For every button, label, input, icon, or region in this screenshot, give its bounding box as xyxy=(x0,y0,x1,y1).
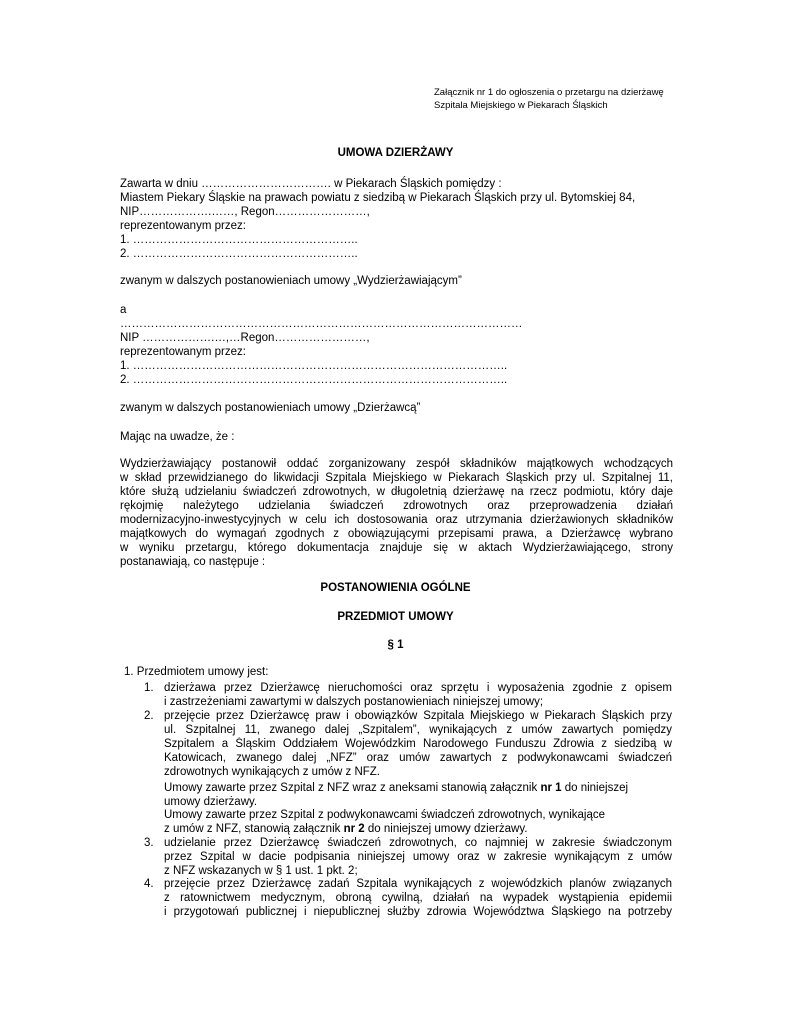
item-line: Katowicach, zwanego dalej „NFZ” oraz umów zawartych z podwykonawcami świadczeń xyxy=(164,752,672,764)
preamble-line: rękojmię należytego udzielania świadczeń zdrowotnych oraz przeprowadzenia działań xyxy=(120,500,673,512)
list-item xyxy=(164,877,672,919)
text-line: Zawarta w dniu ……………………………. w Piekarach Śląskich pomiędzy : xyxy=(120,178,502,190)
preamble-line: w skład przewidzianego do likwidacji Szpitala Miejskiego w Piekarach Śląskich przy ul. Szpitalnej 11, xyxy=(120,472,673,484)
text-line: zwanym w dalszych postanowieniach umowy „Dzierżawcą” xyxy=(120,402,421,414)
text-line: 1. …………………………………………………………………………………….. xyxy=(120,360,508,372)
text-line: Mając na uwadze, że : xyxy=(120,431,235,443)
note-bold: nr 2 xyxy=(343,823,365,835)
item-line: przez Szpital w dacie podpisania niniejszej umowy oraz w zakresie wynikającym z umów xyxy=(164,851,672,863)
document-title: UMOWA DZIERŻAWY xyxy=(337,147,454,159)
text-line: Miastem Piekary Śląskie na prawach powiatu z siedzibą w Piekarach Śląskich przy ul. Bytomskiej 84, xyxy=(120,192,636,204)
list-item xyxy=(164,681,672,709)
list-number: 1. xyxy=(144,682,154,694)
party1-block xyxy=(120,177,672,261)
item-line: przejęcie przez Dzierżawcę zadań Szpitala wynikających z wojewódzkich planów związanych xyxy=(164,878,672,890)
item-line: Szpitalem a Śląskim Oddziałem Wojewódzkim Narodowego Funduszu Zdrowia z siedzibą w xyxy=(164,738,672,750)
text-line: zwanym w dalszych postanowieniach umowy „Wydzierżawiającym” xyxy=(120,275,462,287)
note-text: umowy dzierżawy. xyxy=(164,796,258,808)
list-number: 4. xyxy=(144,878,154,890)
party1-alias xyxy=(120,274,672,288)
note-text: do niniejszej xyxy=(561,782,629,794)
item-line: udzielanie przez Dzierżawcę świadczeń zdrowotnych, co najmniej w zakresie świadczonym xyxy=(164,837,672,849)
annex-line: Szpitala Miejskiego w Piekarach Śląskich xyxy=(434,100,608,111)
item-line: i przygotowań publicznej i niepublicznej służby zdrowia Województwa Śląskiego na potrzeby xyxy=(164,906,672,918)
text-line: NIP……………….……, Regon……………………, xyxy=(120,206,370,218)
text-line: NIP ……………….…,…Regon……………………, xyxy=(120,332,370,344)
text-line: …………………………………………………………………………………………… xyxy=(120,318,523,330)
preamble-line: w wyniku przetargu, którego dokumentacja znajduje się w aktach Wydzierżawiającego, strony xyxy=(120,542,673,554)
text-line: 2. ………………………………………………….. xyxy=(120,248,358,260)
paragraph-number: § 1 xyxy=(387,639,404,651)
text-line: reprezentowanym przez: xyxy=(120,346,246,358)
preamble-line: które służą udzielaniu świadczeń zdrowotnych, w długoletnią dzierżawę na rzecz podmiotu, który daje xyxy=(120,486,673,498)
item-line: z ratownictwem medycznym, obroną cywilną, działań na wypadek wystąpienia epidemii xyxy=(164,892,672,904)
considering-line xyxy=(120,430,672,444)
list-number: 2. xyxy=(144,710,154,722)
section-heading: PRZEDMIOT UMOWY xyxy=(337,611,454,623)
preamble-paragraph xyxy=(120,457,673,569)
clause-intro: 1. Przedmiotem umowy jest: xyxy=(124,666,269,678)
note-text: Umowy zawarte przez Szpital z NFZ wraz z aneksami stanowią załącznik xyxy=(164,782,541,794)
text-line: 1. ………………………………………………….. xyxy=(120,234,358,246)
item-line: i zastrzeżeniami zawartymi w dalszych postanowieniach niniejszej umowy; xyxy=(164,696,544,708)
preamble-line: modernizacyjno-inwestycyjnych w celu ich dostosowania oraz utrzymania dzierżawionych składników xyxy=(120,514,673,526)
section-heading: POSTANOWIENIA OGÓLNE xyxy=(320,582,471,594)
annex-line: Załącznik nr 1 do ogłoszenia o przetargu na dzierżawę xyxy=(434,87,664,98)
text-line: reprezentowanym przez: xyxy=(120,220,246,232)
list-number: 3. xyxy=(144,837,154,849)
item-line: zdrowotnych wynikających z umów z NFZ. xyxy=(164,766,381,778)
attachment-note xyxy=(164,781,628,809)
note-text: do niniejszej umowy dzierżawy. xyxy=(364,823,528,835)
item-line: z NFZ wskazanych w § 1 ust. 1 pkt. 2; xyxy=(164,865,358,877)
note-text: Umowy zawarte przez Szpital z podwykonawcami świadczeń zdrowotnych, wynikające xyxy=(164,809,606,821)
attachment-note xyxy=(164,808,605,836)
list-item xyxy=(164,709,672,779)
party2-block xyxy=(120,303,672,387)
item-line: ul. Szpitalnej 11, zwanego dalej „Szpitalem”, wynikających z umów zawartych pomiędzy xyxy=(164,724,672,736)
preamble-line: postanawiają, co następuje : xyxy=(120,556,266,568)
text-line: 2. …………………………………………………………………………………….. xyxy=(120,374,508,386)
item-line: dzierżawa przez Dzierżawcę nieruchomości oraz sprzętu i wyposażenia zgodnie z opisem xyxy=(164,682,672,694)
party2-alias xyxy=(120,401,672,415)
list-item xyxy=(164,836,672,878)
note-bold: nr 1 xyxy=(540,782,562,794)
annex-note xyxy=(434,86,664,112)
preamble-line: majątkowych do wymagań zgodnych z obowiązującymi przepisami prawa, a Dzierżawcę wybrano xyxy=(120,528,673,540)
item-line: przejęcie przez Dzierżawcę praw i obowiązków Szpitala Miejskiego w Piekarach Śląskich przy xyxy=(164,710,672,722)
note-text: z umów z NFZ, stanowią załącznik xyxy=(164,823,344,835)
text-line: a xyxy=(120,304,127,316)
preamble-line: Wydzierżawiający postanowił oddać zorganizowany zespół składników majątkowych wchodzących xyxy=(120,458,673,470)
